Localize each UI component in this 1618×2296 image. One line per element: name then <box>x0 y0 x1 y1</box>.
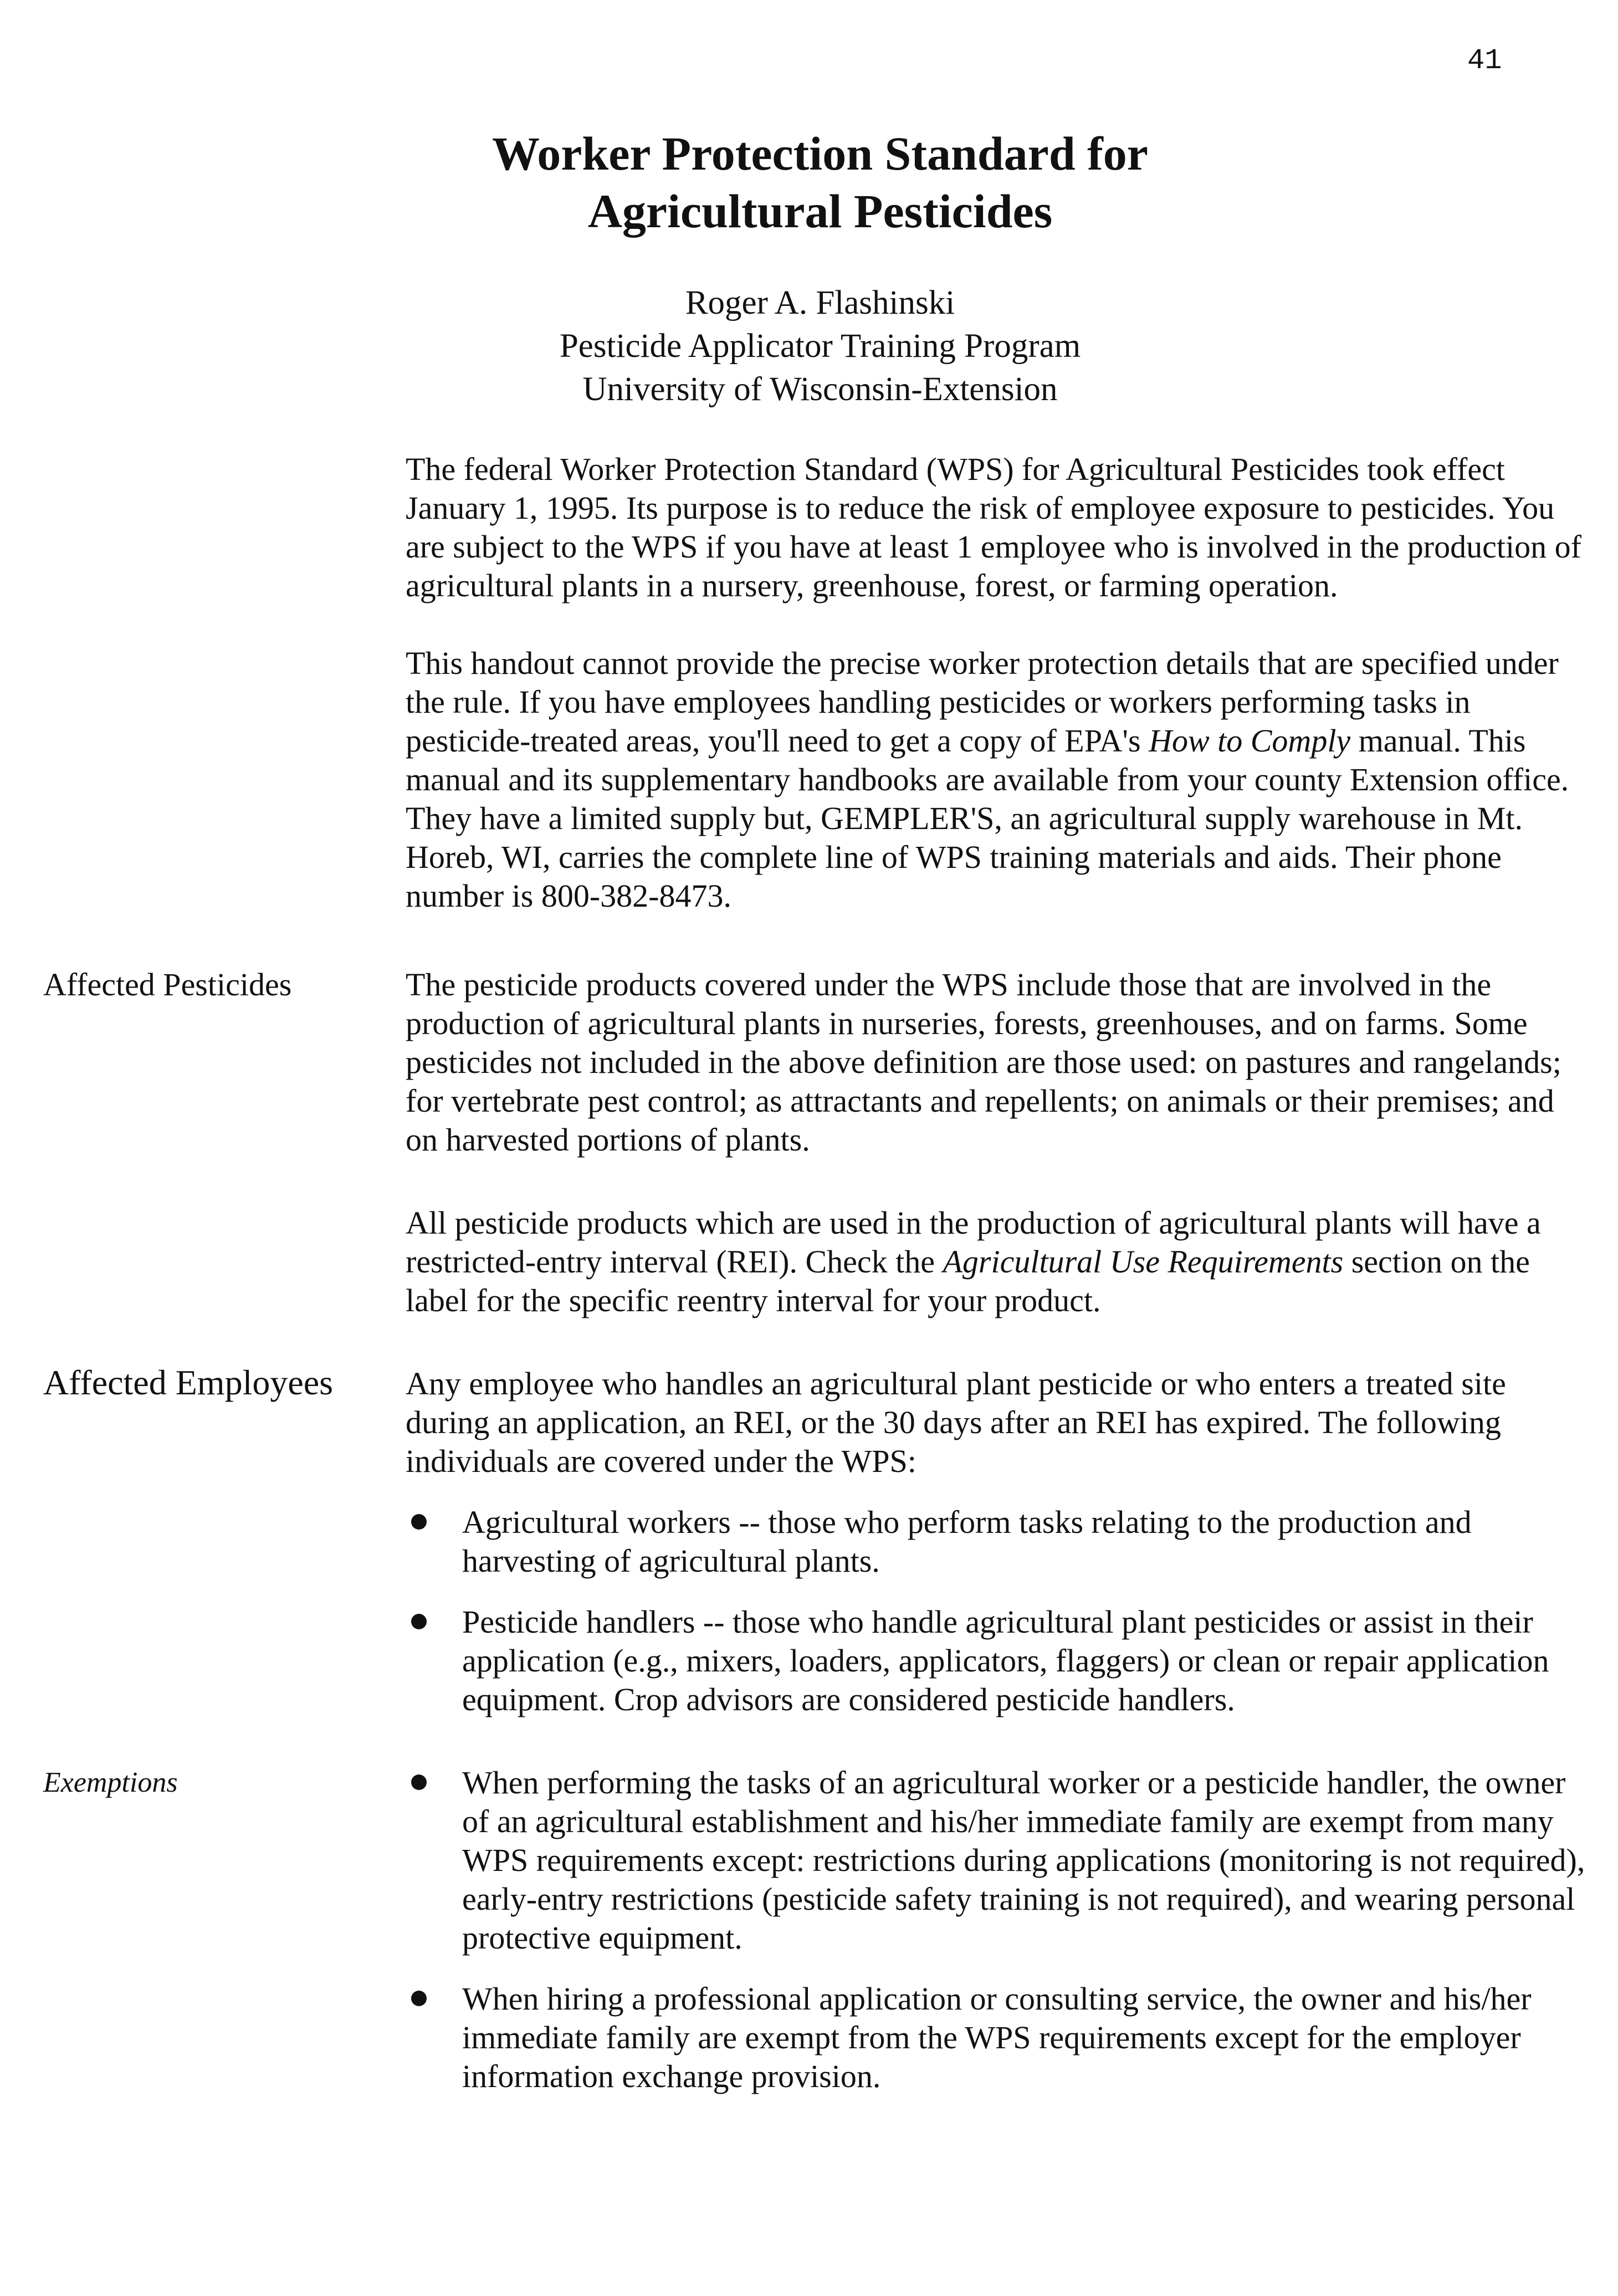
exemptions-label: Exemptions <box>43 1767 178 1798</box>
page-number: 41 <box>1467 44 1502 77</box>
intro-p2-before: This handout cannot provide the precise worker protection details that are specified under the rule. If you have employees handling pesticides or workers performing tasks in pesticide-treated areas, you'll need to get a copy of EPA's <box>406 645 1559 759</box>
affected-employees-label: Affected Employees <box>43 1363 334 1402</box>
intro-paragraph-1 <box>406 450 1591 605</box>
title-line-1: Worker Protection Standard for <box>492 127 1148 180</box>
title-line-2: Agricultural Pesticides <box>587 185 1053 238</box>
affected-pesticides-p2-text <box>406 1204 1591 1320</box>
list-item <box>406 1763 1591 1957</box>
bullet-icon <box>411 1775 427 1790</box>
list-item <box>406 1980 1591 2096</box>
author-program: Pesticide Applicator Training Program <box>559 328 1081 365</box>
bullet-icon <box>411 1614 427 1629</box>
author-name: Roger A. Flashinski <box>685 284 955 321</box>
list-item-text: Agricultural workers -- those who perform tasks relating to the production and harvesting of agricultural plants. <box>462 1504 1472 1579</box>
agricultural-use-requirements-title: Agricultural Use Requirements <box>943 1244 1344 1280</box>
intro-paragraph-2 <box>406 644 1591 916</box>
author-block <box>488 282 1153 411</box>
intro-p2-after: manual. This manual and its supplementary handbooks are available from your county Extension office. They have a limited supply but, GEMPLER'S, an agricultural supply warehouse in Mt. Horeb, WI, carries the complete line of WPS training materials and aids. Their phone number is 800-382-8473. <box>406 723 1569 914</box>
how-to-comply-title: How to Comply <box>1149 723 1351 759</box>
affected-employees-intro <box>406 1364 1591 1481</box>
affected-pesticides-p2-after: section on the label for the specific reentry interval for your product. <box>406 1244 1530 1318</box>
affected-pesticides-label: Affected Pesticides <box>43 967 292 1003</box>
list-item-text: Pesticide handlers -- those who handle agricultural plant pesticides or assist in their application (e.g., mixers, loaders, applicators, flaggers) or clean or repair application equipment. Crop advisors are considered pesticide handlers. <box>462 1604 1549 1717</box>
page-title <box>377 125 1263 240</box>
intro-p2-text <box>406 644 1591 916</box>
intro-p1-text: The federal Worker Protection Standard (WPS) for Agricultural Pesticides took effect January 1, 1995. Its purpose is to reduce the risk of employee exposure to pesticides. You are subject to the WPS if you have at least 1 employee who is involved in the production of agricultural plants in a nursery, greenhouse, forest, or farming operation. <box>406 451 1581 604</box>
bullet-icon <box>411 1991 427 2006</box>
bullet-icon <box>411 1514 427 1530</box>
affected-pesticides-p1-text: The pesticide products covered under the WPS include those that are involved in the production of agricultural plants in nurseries, forests, greenhouses, and on farms. Some pesticides not included in the above definition are those used: on pastures and rangelands; for vertebrate pest control; as attractants and repellents; on animals or their premises; and on harvested portions of plants. <box>406 967 1561 1158</box>
author-institution: University of Wisconsin-Extension <box>582 371 1058 408</box>
affected-pesticides-paragraph-2 <box>406 1204 1591 1320</box>
list-item <box>406 1603 1591 1719</box>
affected-employees-intro-text: Any employee who handles an agricultural plant pesticide or who enters a treated site during an application, an REI, or the 30 days after an REI has expired. The following individuals are covered under the WPS: <box>406 1366 1506 1479</box>
affected-pesticides-p2-before: All pesticide products which are used in the production of agricultural plants will have a restricted-entry interval (REI). Check the <box>406 1205 1541 1280</box>
list-item-text: When hiring a professional application or consulting service, the owner and his/her immediate family are exempt from the WPS requirements except for the employer information exchange provision. <box>462 1981 1532 2094</box>
list-item <box>406 1503 1591 1581</box>
list-item-text: When performing the tasks of an agricultural worker or a pesticide handler, the owner of an agricultural establishment and his/her immediate family are exempt from many WPS requirements except: restrictions during applications (monitoring is not required), early-entry restrictions (pesticide safety training is not required), and wearing personal protective equipment. <box>462 1765 1585 1956</box>
affected-pesticides-paragraph-1 <box>406 965 1591 1159</box>
